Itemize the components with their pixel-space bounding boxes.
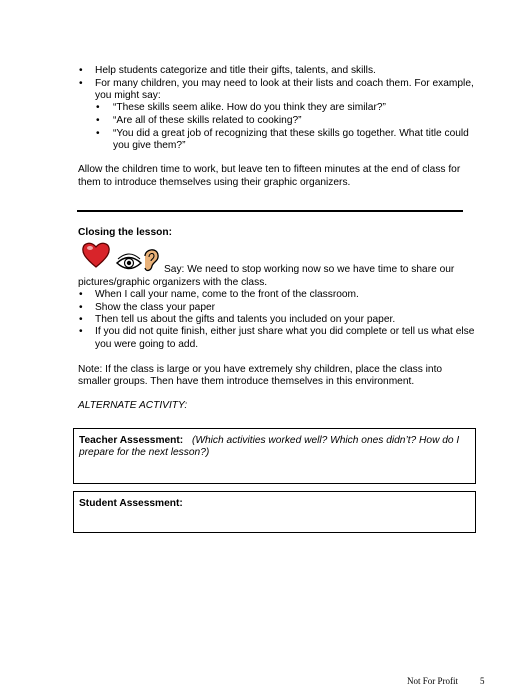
student-assessment-label: Student Assessment: bbox=[79, 498, 183, 509]
teacher-assessment-label: Teacher Assessment: bbox=[79, 435, 184, 446]
heart-icon bbox=[81, 240, 111, 270]
teacher-assessment-prompt: (Which activities worked well? Which ones didn’t? How do I bbox=[192, 435, 460, 446]
sub-bullet-marker: • bbox=[96, 128, 100, 139]
section-divider bbox=[77, 210, 463, 212]
bullet-marker: • bbox=[79, 65, 83, 76]
note-paragraph: Note: If the class is large or you have extremely shy children, place the class into bbox=[78, 364, 443, 375]
bullet-marker: • bbox=[79, 302, 83, 313]
sub-bullet-text-continued: you give them?” bbox=[113, 140, 186, 151]
bullet-text: Help students categorize and title their gifts, talents, and skills. bbox=[95, 65, 376, 76]
sub-bullet-text: “You did a great job of recognizing that these skills go together. What title could bbox=[113, 128, 469, 139]
sub-bullet-text: “These skills seem alike. How do you think they are similar?” bbox=[113, 102, 386, 113]
bullet-text: Then tell us about the gifts and talents you included on your paper. bbox=[95, 314, 396, 325]
bullet-text-continued: you were going to add. bbox=[95, 339, 199, 350]
note-paragraph: smaller groups. Then have them introduce themselves in this environment. bbox=[78, 376, 415, 387]
bullet-marker: • bbox=[79, 289, 83, 300]
say-line-continued: pictures/graphic organizers with the class. bbox=[78, 277, 268, 288]
say-line: Say: We need to stop working now so we have time to share our bbox=[164, 264, 455, 275]
ear-icon bbox=[141, 246, 161, 274]
bullet-text-continued: you might say: bbox=[95, 90, 161, 101]
alternate-activity-heading: ALTERNATE ACTIVITY: bbox=[78, 400, 188, 411]
eye-icon bbox=[116, 255, 142, 271]
closing-heading: Closing the lesson: bbox=[78, 227, 172, 238]
bullet-marker: • bbox=[79, 326, 83, 337]
page-number: 5 bbox=[480, 676, 485, 686]
instruction-paragraph: Allow the children time to work, but leave ten to fifteen minutes at the end of class for bbox=[78, 164, 461, 175]
bullet-text: For many children, you may need to look at their lists and coach them. For example, bbox=[95, 78, 474, 89]
sub-bullet-marker: • bbox=[96, 115, 100, 126]
instruction-paragraph: them to introduce themselves using their graphic organizers. bbox=[78, 177, 351, 188]
bullet-text: If you did not quite finish, either just share what you did complete or tell us what else bbox=[95, 326, 475, 337]
sub-bullet-text: “Are all of these skills related to cooking?” bbox=[113, 115, 302, 126]
footer-text: Not For Profit bbox=[407, 676, 459, 686]
bullet-text: Show the class your paper bbox=[95, 302, 216, 313]
teacher-assessment-prompt-continued: prepare for the next lesson?) bbox=[79, 447, 210, 458]
bullet-text: When I call your name, come to the front of the classroom. bbox=[95, 289, 359, 300]
sub-bullet-marker: • bbox=[96, 102, 100, 113]
bullet-marker: • bbox=[79, 314, 83, 325]
bullet-marker: • bbox=[79, 78, 83, 89]
